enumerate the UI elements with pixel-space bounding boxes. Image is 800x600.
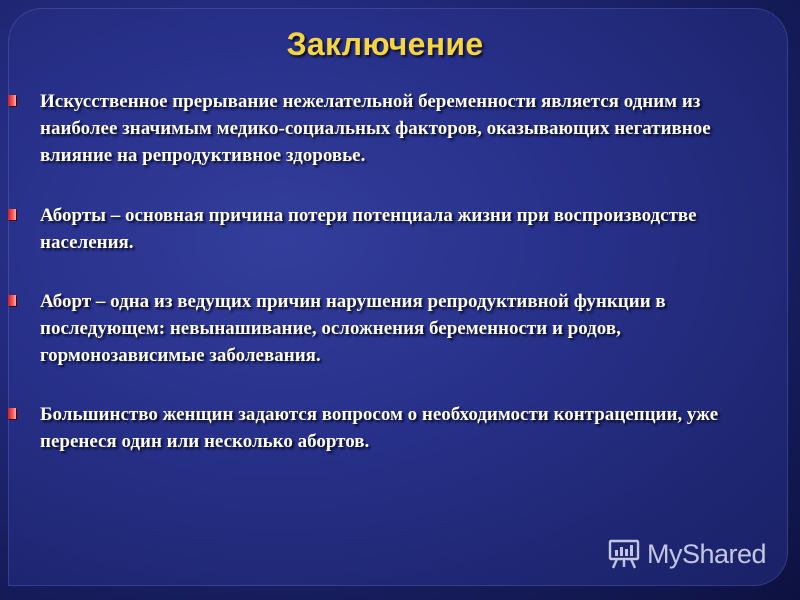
bullet-text: Аборты – основная причина потери потенциала жизни при воспроизводстве населения. — [40, 205, 697, 253]
watermark-text: MyShared — [647, 538, 767, 569]
bullet-text: Большинство женщин задаются вопросом о необходимости контрацепции, уже перенеся один или несколько абортов. — [40, 404, 719, 452]
bullet-item — [8, 401, 768, 455]
bullet-marker-icon — [8, 209, 16, 220]
watermark-logo — [607, 536, 766, 572]
bullet-list — [8, 88, 768, 455]
bullet-item — [8, 288, 768, 369]
bullet-marker-icon — [8, 295, 16, 306]
bullet-text: Искусственное прерывание нежелательной беременности является одним из наиболее значимым медико-социальных факторов, оказывающих негативное влияние на репродуктивное здоровье. — [40, 91, 711, 166]
presentation-board-icon — [607, 537, 641, 571]
bullet-marker-icon — [8, 95, 16, 106]
bullet-text: Аборт – одна из ведущих причин нарушения репродуктивной функции в последующем: невынашивание, осложнения беременности и родов, гормонозависимые заболевания. — [40, 291, 666, 366]
bullet-item — [8, 88, 768, 169]
bullet-marker-icon — [8, 408, 16, 419]
bullet-item — [8, 202, 768, 256]
slide-title: Заключение — [286, 26, 484, 62]
